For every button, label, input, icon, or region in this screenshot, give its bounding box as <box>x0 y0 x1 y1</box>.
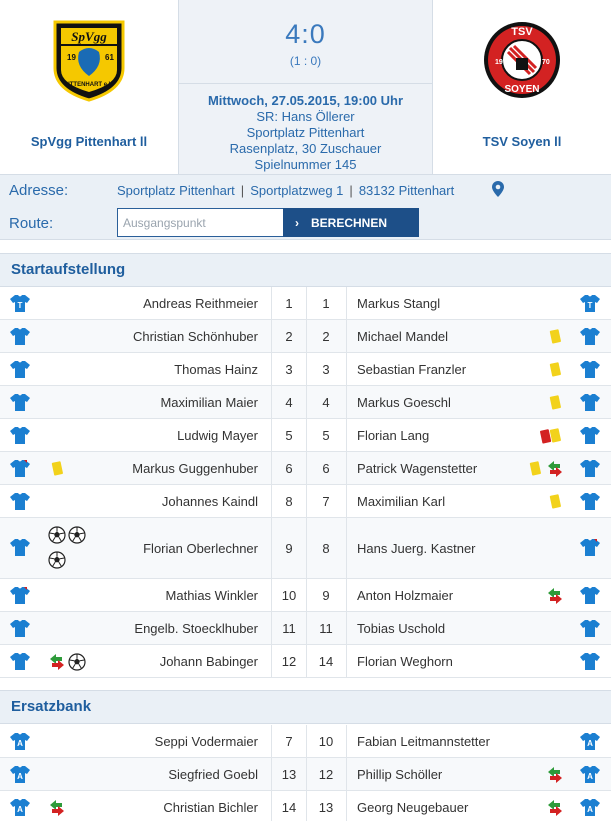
column-divider <box>306 353 307 385</box>
yellow-card-icon <box>546 361 564 379</box>
away-shirt-number: 2 <box>322 329 330 344</box>
home-team[interactable] <box>0 0 178 174</box>
home-player-name[interactable]: Andreas Reithmeier <box>143 296 258 311</box>
away-shirt-number: 11 <box>319 621 333 636</box>
starting-lineup-table <box>0 287 611 678</box>
home-shirt-number: 1 <box>285 296 293 311</box>
away-shirt-number: 10 <box>318 734 334 749</box>
home-player-name[interactable]: Johannes Kaindl <box>161 494 258 509</box>
substitution-icon <box>48 799 66 817</box>
away-shirt-number: 12 <box>318 767 334 782</box>
jersey-icon <box>579 586 601 605</box>
away-shirt-number: 4 <box>322 395 330 410</box>
home-player-name[interactable]: Ludwig Mayer <box>177 428 258 443</box>
lineup-row <box>0 612 611 645</box>
away-player-name[interactable]: Michael Mandel <box>357 329 449 344</box>
home-player-name[interactable]: Christian Schönhuber <box>132 329 258 344</box>
substitution-icon <box>546 766 564 784</box>
yellow-card-icon <box>546 394 564 412</box>
away-player-name[interactable]: Hans Juerg. Kastner <box>357 541 476 556</box>
away-events <box>546 493 564 511</box>
lineup-row <box>0 579 611 612</box>
column-divider <box>306 320 307 352</box>
away-player-name[interactable]: Markus Goeschl <box>357 395 451 410</box>
yellow-card-icon <box>48 460 66 478</box>
home-player-name[interactable]: Mathias Winkler <box>165 588 258 603</box>
svg-text:70: 70 <box>542 59 550 66</box>
section-starting-lineup: Startaufstellung <box>0 253 611 287</box>
away-shirt-number: 6 <box>322 461 330 476</box>
final-score: 4:0 <box>285 19 326 49</box>
column-divider <box>346 758 347 790</box>
column-divider <box>346 612 347 644</box>
away-team-name[interactable]: TSV Soyen ll <box>482 134 562 149</box>
lineup-row <box>0 485 611 518</box>
home-shirt-number: 10 <box>281 588 297 603</box>
home-player-name[interactable]: Siegfried Goebl <box>168 767 258 782</box>
column-divider <box>346 353 347 385</box>
away-shirt-number: 1 <box>322 296 330 311</box>
jersey-icon <box>579 294 601 313</box>
home-shirt-number: 3 <box>285 362 293 377</box>
lineup-row <box>0 518 611 579</box>
calculate-route-label: BERECHNEN <box>311 215 388 230</box>
referee: SR: Hans Öllerer <box>256 109 355 124</box>
route-label: Route: <box>9 215 54 232</box>
jersey-icon <box>579 538 601 557</box>
home-shirt-number: 6 <box>285 461 293 476</box>
lineup-row <box>0 386 611 419</box>
home-team-name[interactable]: SpVgg Pittenhart ll <box>30 134 148 149</box>
jersey-letter: T <box>587 301 593 310</box>
address-separator: | <box>349 183 353 198</box>
venue: Sportplatz Pittenhart <box>246 125 365 140</box>
section-bench: Ersatzbank <box>0 690 611 724</box>
jersey-icon <box>579 327 601 346</box>
jersey-icon <box>579 765 601 784</box>
lineup-row <box>0 758 611 791</box>
jersey-icon <box>579 459 601 478</box>
home-shirt-number: 4 <box>285 395 293 410</box>
jersey-icon <box>9 798 31 817</box>
home-events <box>48 526 86 544</box>
column-divider <box>346 579 347 611</box>
column-divider <box>306 725 307 757</box>
column-divider <box>306 791 307 821</box>
home-player-name[interactable]: Johann Babinger <box>159 654 258 669</box>
column-divider <box>306 645 307 677</box>
away-team-logo <box>482 18 562 102</box>
calculate-route-button[interactable] <box>283 208 419 237</box>
column-divider <box>346 518 347 578</box>
home-shirt-number: 2 <box>285 329 293 344</box>
home-team-logo <box>49 18 129 102</box>
jersey-letter: A <box>17 805 23 814</box>
jersey-letter: T <box>17 301 23 310</box>
column-divider <box>306 419 307 451</box>
match-header <box>0 0 611 174</box>
lineup-row <box>0 419 611 452</box>
svg-text:PITTENHART e.V.: PITTENHART e.V. <box>64 82 114 88</box>
column-divider <box>306 386 307 418</box>
address-city: 83132 Pittenhart <box>358 183 455 198</box>
address-text <box>117 183 454 198</box>
away-events <box>546 361 564 379</box>
yellow-card-icon <box>546 328 564 346</box>
goal-ball-icon <box>68 526 86 544</box>
away-events <box>546 394 564 412</box>
home-player-name[interactable]: Maximilian Maier <box>160 395 258 410</box>
score-box <box>179 0 432 84</box>
jersey-icon <box>579 732 601 751</box>
jersey-icon <box>9 393 31 412</box>
jersey-icon <box>9 426 31 445</box>
jersey-icon <box>9 492 31 511</box>
goal-ball-icon <box>48 551 66 569</box>
away-player-name[interactable]: Florian Weghorn <box>357 654 453 669</box>
svg-text:SOYEN: SOYEN <box>504 84 540 95</box>
jersey-letter: A <box>17 772 23 781</box>
svg-text:SpVgg: SpVgg <box>71 29 107 44</box>
chevron-right-icon: › <box>295 215 299 230</box>
svg-text:19: 19 <box>67 53 76 62</box>
svg-text:19: 19 <box>495 59 503 66</box>
away-events <box>546 766 564 784</box>
home-shirt-number: 12 <box>281 654 297 669</box>
home-player-name[interactable]: Thomas Hainz <box>174 362 258 377</box>
column-divider <box>346 791 347 821</box>
away-shirt-number: 7 <box>322 494 330 509</box>
jersey-letter: A <box>587 772 593 781</box>
jersey-icon <box>9 586 31 605</box>
away-shirt-number: 8 <box>322 541 330 556</box>
route-start-input[interactable] <box>117 208 283 237</box>
svg-text:61: 61 <box>105 53 114 62</box>
column-divider <box>346 452 347 484</box>
jersey-icon <box>9 294 31 313</box>
away-shirt-number: 5 <box>322 428 330 443</box>
column-divider <box>346 645 347 677</box>
away-events <box>526 460 564 478</box>
away-shirt-number: 14 <box>318 654 334 669</box>
lineup-row <box>0 452 611 485</box>
lineup-row <box>0 287 611 320</box>
match-number: Spielnummer 145 <box>254 157 357 172</box>
substitution-icon <box>546 799 564 817</box>
jersey-icon <box>9 765 31 784</box>
map-pin-icon[interactable] <box>492 181 504 197</box>
away-player-name[interactable]: Anton Holzmaier <box>357 588 454 603</box>
lineup-row <box>0 725 611 758</box>
home-shirt-number: 13 <box>281 767 297 782</box>
home-shirt-number: 11 <box>282 621 296 636</box>
jersey-icon <box>9 538 31 557</box>
home-shirt-number: 5 <box>285 428 293 443</box>
home-events <box>48 653 86 671</box>
bench-table <box>0 725 611 821</box>
jersey-letter: A <box>17 739 23 748</box>
substitution-icon <box>48 653 66 671</box>
column-divider <box>306 485 307 517</box>
match-center <box>178 0 433 174</box>
yellow-card-icon <box>526 460 544 478</box>
home-shirt-number: 14 <box>281 800 297 815</box>
away-shirt-number: 3 <box>322 362 330 377</box>
column-divider <box>346 485 347 517</box>
column-divider <box>346 287 347 319</box>
jersey-icon <box>9 459 31 478</box>
column-divider <box>346 725 347 757</box>
away-events <box>546 587 564 605</box>
away-shirt-number: 13 <box>318 800 334 815</box>
jersey-icon <box>9 732 31 751</box>
away-player-name[interactable]: Maximilian Karl <box>357 494 446 509</box>
jersey-icon <box>579 798 601 817</box>
home-shirt-number: 7 <box>285 734 293 749</box>
home-events <box>48 799 66 817</box>
goal-ball-icon <box>68 653 86 671</box>
away-player-name[interactable]: Georg Neugebauer <box>357 800 469 815</box>
jersey-icon <box>9 619 31 638</box>
lineup-row <box>0 353 611 386</box>
column-divider <box>306 287 307 319</box>
away-player-name[interactable]: Phillip Schöller <box>357 767 443 782</box>
address-venue: Sportplatz Pittenhart <box>117 183 235 198</box>
home-shirt-number: 9 <box>285 541 293 556</box>
address-box <box>0 174 611 240</box>
column-divider <box>306 758 307 790</box>
away-events <box>546 328 564 346</box>
pitch-spectators: Rasenplatz, 30 Zuschauer <box>229 141 382 156</box>
address-street: Sportplatzweg 1 <box>250 183 344 198</box>
away-events <box>538 427 564 445</box>
away-player-name[interactable]: Markus Stangl <box>357 296 441 311</box>
home-player-name[interactable]: Christian Bichler <box>163 800 258 815</box>
away-events <box>546 799 564 817</box>
away-team[interactable] <box>433 0 611 174</box>
home-player-name[interactable]: Florian Oberlechner <box>143 541 258 556</box>
column-divider <box>346 386 347 418</box>
away-shirt-number: 9 <box>322 588 330 603</box>
halftime-score: (1 : 0) <box>289 54 322 68</box>
jersey-icon <box>579 393 601 412</box>
home-player-name[interactable]: Seppi Vodermaier <box>154 734 258 749</box>
jersey-icon <box>579 360 601 379</box>
substitution-icon <box>546 587 564 605</box>
away-player-name[interactable]: Fabian Leitmannstetter <box>357 734 490 749</box>
lineup-row <box>0 320 611 353</box>
yellow-card-icon <box>546 493 564 511</box>
lineup-row <box>0 791 611 821</box>
jersey-icon <box>579 652 601 671</box>
column-divider <box>346 419 347 451</box>
address-label: Adresse: <box>9 182 69 199</box>
jersey-icon <box>579 426 601 445</box>
match-info <box>179 84 432 173</box>
lineup-row <box>0 645 611 678</box>
jersey-icon <box>9 652 31 671</box>
jersey-icon <box>9 327 31 346</box>
goal-ball-icon <box>48 526 66 544</box>
yellow-red-card-icon <box>538 427 564 445</box>
substitution-icon <box>546 460 564 478</box>
address-separator: | <box>240 183 245 198</box>
away-player-name[interactable]: Patrick Wagenstetter <box>357 461 478 476</box>
column-divider <box>346 320 347 352</box>
away-player-name[interactable]: Sebastian Franzler <box>357 362 467 377</box>
jersey-icon <box>579 492 601 511</box>
column-divider <box>306 579 307 611</box>
away-player-name[interactable]: Florian Lang <box>357 428 430 443</box>
home-player-name[interactable]: Markus Guggenhuber <box>132 461 258 476</box>
jersey-icon <box>579 619 601 638</box>
jersey-letter: A <box>587 805 593 814</box>
home-shirt-number: 8 <box>285 494 293 509</box>
home-player-name[interactable]: Engelb. Stoecklhuber <box>134 621 258 636</box>
home-events <box>48 551 66 569</box>
home-events <box>48 460 66 478</box>
jersey-letter: A <box>587 739 593 748</box>
column-divider <box>306 452 307 484</box>
column-divider <box>306 518 307 578</box>
away-player-name[interactable]: Tobias Uschold <box>357 621 446 636</box>
svg-text:TSV: TSV <box>511 26 533 38</box>
column-divider <box>306 612 307 644</box>
match-date: Mittwoch, 27.05.2015, 19:00 Uhr <box>207 93 404 108</box>
jersey-icon <box>9 360 31 379</box>
